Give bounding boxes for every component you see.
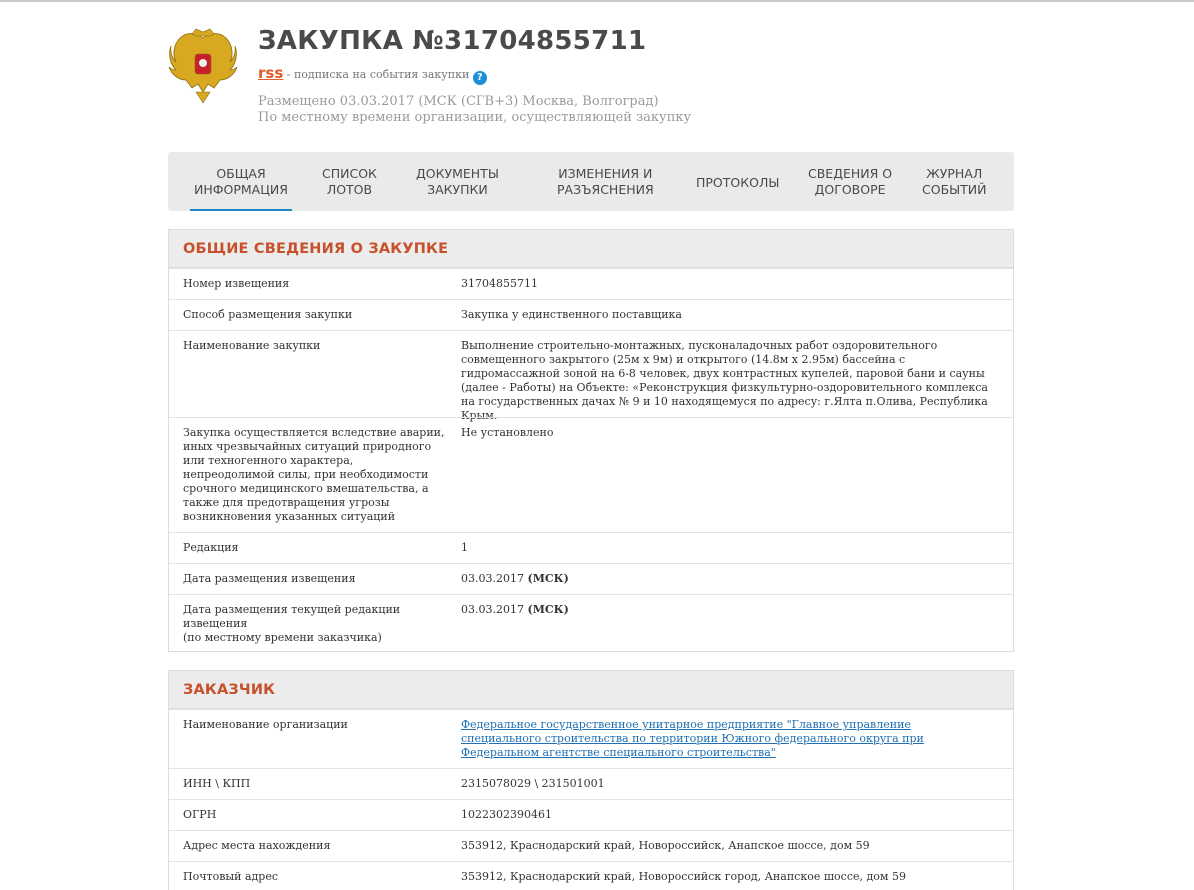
row-value: 353912, Краснодарский край, Новороссийск город, Анапское шоссе, дом 59 xyxy=(461,870,906,883)
top-border xyxy=(0,0,1194,2)
row-value: 1022302390461 xyxy=(461,808,552,821)
row-label: Наименование организации xyxy=(183,718,348,731)
row-value: Закупка у единственного поставщика xyxy=(461,308,682,321)
row-value: 03.03.2017 (МСК) xyxy=(461,603,569,616)
table-row xyxy=(169,768,1013,799)
row-value: Выполнение строительно-монтажных, пусконаладочных работ оздоровительного совмещенного закрытого (25м х 9м) и открытого (14.8м х 2.95м) бассейна с гидромассажной зоной на 6-8 человек, двух контрастных купелей, паровой бани и сауны (далее - Работы) на Объекте: «Реконструкция физкультурно-оздоровительного комплекса на государственных дачах № 9 и 10 находящемуся по адресу: г.Ялта п.Олива, Республика Крым. xyxy=(461,339,988,422)
row-value: 31704855711 xyxy=(461,277,538,290)
posted-timezone-note: По местному времени организации, осуществляющей закупку xyxy=(258,110,692,125)
tab-changes[interactable]: ИЗМЕНЕНИЯ И РАЗЪЯСНЕНИЯ xyxy=(557,166,654,197)
table-row xyxy=(169,799,1013,830)
tab-protocols[interactable]: ПРОТОКОЛЫ xyxy=(696,175,780,190)
row-value: 1 xyxy=(461,541,468,554)
row-label: Адрес места нахождения xyxy=(183,839,331,852)
table-row xyxy=(169,830,1013,861)
rss-subscription xyxy=(258,64,487,85)
posted-date: Размещено 03.03.2017 (МСК (СГВ+3) Москва, Волгоград) xyxy=(258,94,659,109)
rss-link[interactable]: rss xyxy=(258,64,284,82)
row-value: Не установлено xyxy=(461,426,554,439)
row-label: Наименование закупки xyxy=(183,339,321,352)
row-label: ИНН \ КПП xyxy=(183,777,251,790)
row-label: Номер извещения xyxy=(183,277,290,290)
row-label: Редакция xyxy=(183,541,239,554)
tab-lots-list[interactable]: СПИСОК ЛОТОВ xyxy=(322,166,377,197)
row-label: ОГРН xyxy=(183,808,217,821)
row-label: Способ размещения закупки xyxy=(183,308,353,321)
page-title: ЗАКУПКА №31704855711 xyxy=(258,26,647,56)
tab-general-info[interactable]: ОБЩАЯ ИНФОРМАЦИЯ xyxy=(194,166,288,197)
tab-bar xyxy=(168,152,1014,211)
section-title: ОБЩИЕ СВЕДЕНИЯ О ЗАКУПКЕ xyxy=(169,230,1013,268)
row-label: Закупка осуществляется вследствие аварии, иных чрезвычайных ситуаций природного или техногенного характера, непреодолимой силы, при необходимости срочного медицинского вмешательства, а также для предотвращения угрозы возникновения указанных ситуаций xyxy=(183,426,445,523)
tab-documents[interactable]: ДОКУМЕНТЫ ЗАКУПКИ xyxy=(416,166,499,197)
tab-contract-info[interactable]: СВЕДЕНИЯ О ДОГОВОРЕ xyxy=(808,166,893,197)
row-label: Почтовый адрес xyxy=(183,870,279,883)
row-value: 2315078029 \ 231501001 xyxy=(461,777,605,790)
posted-info xyxy=(258,94,691,126)
table-row xyxy=(169,594,1013,652)
row-value: 353912, Краснодарский край, Новороссийск, Анапское шоссе, дом 59 xyxy=(461,839,870,852)
section-title: ЗАКАЗЧИК xyxy=(169,671,1013,709)
page-header xyxy=(168,26,1014,136)
table-row xyxy=(169,861,1013,890)
coat-of-arms-icon xyxy=(168,28,238,104)
table-row xyxy=(169,417,1013,532)
customer-panel xyxy=(168,670,1014,890)
general-info-panel xyxy=(168,229,1014,652)
table-row xyxy=(169,330,1013,422)
table-row xyxy=(169,532,1013,563)
tab-event-log[interactable]: ЖУРНАЛ СОБЫТИЙ xyxy=(922,166,987,197)
table-row xyxy=(169,709,1013,768)
organization-link[interactable]: Федеральное государственное унитарное предприятие "Главное управление специального строительства по территории Южного федерального округа при Федеральном агентстве специального строительства" xyxy=(461,718,924,759)
table-row xyxy=(169,268,1013,299)
help-icon[interactable]: ? xyxy=(473,71,487,85)
row-label: Дата размещения текущей редакции извещения (по местному времени заказчика) xyxy=(183,603,401,644)
row-value: 03.03.2017 (МСК) xyxy=(461,572,569,585)
table-row xyxy=(169,563,1013,594)
table-row xyxy=(169,299,1013,330)
rss-description: - подписка на события закупки xyxy=(283,68,470,81)
row-label: Дата размещения извещения xyxy=(183,572,356,585)
